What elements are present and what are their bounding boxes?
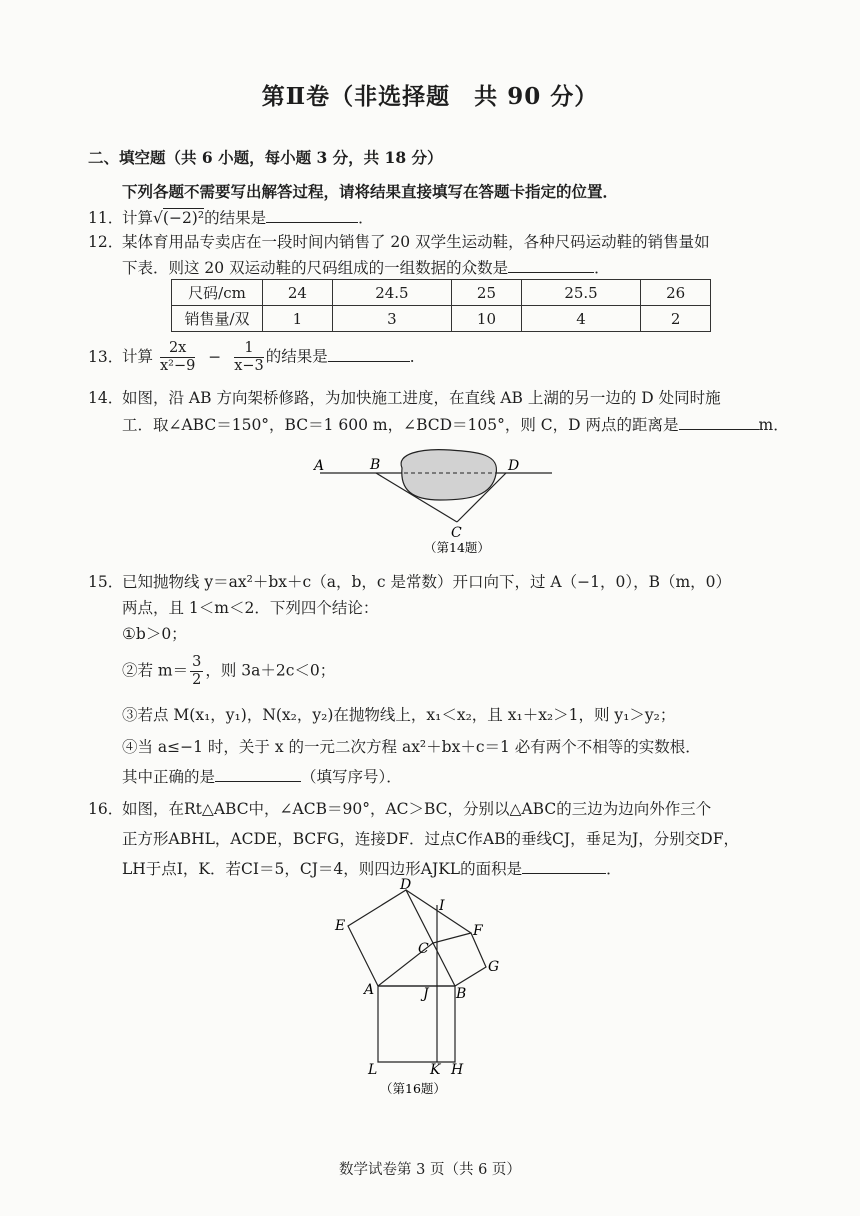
square-abhl bbox=[378, 986, 455, 1062]
denominator: 2 bbox=[192, 672, 202, 688]
question-15 bbox=[88, 570, 731, 594]
question-14-line2 bbox=[122, 413, 789, 437]
conclusion-1: ①b＞0； bbox=[122, 625, 187, 643]
question-number: 14． bbox=[88, 389, 124, 407]
numerator: 1 bbox=[234, 340, 264, 358]
label-h: H bbox=[451, 1062, 464, 1078]
table-row bbox=[172, 306, 711, 332]
table-cell: 25 bbox=[452, 280, 522, 306]
sqrt-sign: √ bbox=[153, 209, 163, 227]
label-b: B bbox=[456, 986, 467, 1002]
question-11 bbox=[88, 206, 374, 230]
instruction-text: 下列各题不需要写出解答过程，请将结果直接填写在答题卡指定的位置． bbox=[122, 182, 619, 201]
question-16 bbox=[88, 797, 711, 821]
label-e: E bbox=[335, 918, 346, 934]
label-l: L bbox=[368, 1062, 378, 1078]
q12-line1: 某体育用品专卖店在一段时间内销售了 20 双学生运动鞋，各种尺码运动鞋的销售量如 bbox=[122, 233, 710, 251]
answer-blank bbox=[266, 206, 358, 223]
q13-end: ． bbox=[409, 347, 426, 366]
q15-answer-prefix: 其中正确的是 bbox=[122, 768, 216, 786]
denominator: x−3 bbox=[234, 358, 264, 374]
q14-line2: 工．取∠ABC＝150°，BC＝1 600 m，∠BCD＝105°，则 C，D 两点的距离是 bbox=[122, 416, 679, 434]
label-b: B bbox=[370, 457, 381, 473]
q15-line1: 已知抛物线 y＝ax²＋bx＋c（a，b，c 是常数）开口向下，过 A（−1，0），B（m，0） bbox=[122, 573, 732, 591]
q15-line2: 两点，且 1＜m＜2．下列四个结论： bbox=[122, 599, 379, 617]
label-i: I bbox=[439, 898, 445, 914]
question-number: 11． bbox=[88, 209, 124, 227]
fraction bbox=[234, 340, 264, 375]
table-cell: 10 bbox=[452, 306, 522, 332]
page-title: 第Ⅱ卷（非选择题 共 90 分） bbox=[261, 83, 599, 110]
q11-prefix: 计算 bbox=[122, 209, 154, 227]
table-cell: 3 bbox=[332, 306, 451, 332]
table-cell: 24.5 bbox=[332, 280, 451, 306]
q16-line3: LH于点I，K．若CI＝5，CJ＝4，则四边形AJKL的面积是 bbox=[122, 860, 523, 878]
numerator: 3 bbox=[192, 654, 202, 670]
conclusion-4: ④当 a≤−1 时，关于 x 的一元二次方程 ax²＋bx＋c＝1 必有两个不相等的实数根． bbox=[122, 738, 701, 756]
table-header-cell: 尺码/cm bbox=[172, 280, 263, 306]
minus-sign: − bbox=[208, 347, 222, 366]
label-f: F bbox=[473, 923, 483, 939]
fraction bbox=[160, 340, 195, 375]
question-number: 12． bbox=[88, 233, 124, 251]
answer-blank bbox=[508, 256, 594, 273]
answer-blank bbox=[328, 345, 410, 362]
page-footer: 数学试卷第 3 页（共 6 页） bbox=[339, 1162, 521, 1178]
denominator: x²−9 bbox=[159, 358, 196, 374]
answer-blank bbox=[522, 857, 606, 874]
question-number: 13． bbox=[88, 347, 124, 366]
label-a: A bbox=[364, 982, 375, 998]
table-cell: 1 bbox=[263, 306, 333, 332]
q13-suffix: 的结果是 bbox=[265, 347, 328, 366]
q16-line2: 正方形ABHL，ACDE，BCFG，连接DF．过点C作AB的垂线CJ，垂足为J，分别交DF， bbox=[122, 830, 739, 848]
table-cell: 24 bbox=[263, 280, 333, 306]
table-cell: 26 bbox=[641, 280, 711, 306]
table-cell: 4 bbox=[521, 306, 640, 332]
label-j: J bbox=[423, 986, 429, 1002]
table-cell: 2 bbox=[641, 306, 711, 332]
question-12-line2 bbox=[122, 256, 610, 280]
q12-end: ． bbox=[594, 259, 610, 277]
table-header-cell: 销售量/双 bbox=[172, 306, 263, 332]
question-number: 15． bbox=[88, 573, 124, 591]
section-heading: 二、填空题（共 6 小题，每小题 3 分，共 18 分） bbox=[88, 148, 443, 167]
label-d: D bbox=[400, 878, 412, 893]
figure-16 bbox=[320, 878, 520, 1098]
q12-line2: 下表．则这 20 双运动鞋的尺码组成的一组数据的众数是 bbox=[122, 259, 509, 277]
label-c: C bbox=[418, 941, 429, 957]
question-14 bbox=[88, 386, 721, 410]
q13-prefix: 计算 bbox=[122, 347, 154, 366]
q16-line1: 如图，在Rt△ABC中，∠ACB＝90°，AC＞BC，分别以△ABC的三边为边向外作三个 bbox=[122, 800, 712, 818]
table-cell: 25.5 bbox=[521, 280, 640, 306]
sqrt-radicand: (−2)² bbox=[162, 209, 205, 227]
figure-14 bbox=[300, 440, 570, 560]
label-a: A bbox=[314, 458, 325, 474]
q15-answer-line bbox=[122, 765, 402, 789]
label-c: C bbox=[451, 525, 462, 541]
label-d: D bbox=[508, 458, 520, 474]
conclusion-3: ③若点 M(x₁，y₁)，N(x₂，y₂)在抛物线上，x₁＜x₂，且 x₁＋x₂＞1，则 y₁＞y₂； bbox=[122, 706, 676, 724]
q14-end: m． bbox=[758, 416, 789, 434]
c2-prefix: ②若 m＝ bbox=[122, 661, 189, 680]
q14-line1: 如图，沿 AB 方向架桥修路，为加快施工进度，在直线 AB 上湖的另一边的 D 处同时施 bbox=[122, 389, 721, 407]
square-acde bbox=[348, 890, 433, 986]
c2-suffix: ，则 3a＋2c＜0； bbox=[205, 661, 336, 680]
numerator: 2x bbox=[160, 340, 195, 358]
figure-caption: （第14题） bbox=[424, 540, 490, 555]
answer-blank bbox=[679, 413, 759, 430]
question-13 bbox=[88, 340, 425, 375]
fraction bbox=[190, 654, 203, 689]
square-bcfg bbox=[433, 933, 486, 986]
shoe-size-table bbox=[171, 279, 711, 332]
label-g: G bbox=[488, 959, 500, 975]
conclusion-2 bbox=[122, 654, 335, 689]
q11-suffix: 的结果是 bbox=[204, 209, 267, 227]
figure-caption: （第16题） bbox=[380, 1081, 446, 1096]
question-12 bbox=[88, 230, 710, 254]
table-row bbox=[172, 280, 711, 306]
q15-answer-suffix: （填写序号）． bbox=[301, 768, 402, 786]
q11-end: ． bbox=[358, 209, 374, 227]
question-number: 16． bbox=[88, 800, 124, 818]
lake-shape bbox=[401, 450, 496, 500]
answer-blank bbox=[215, 765, 301, 782]
q16-end: ． bbox=[606, 860, 622, 878]
label-k: K bbox=[430, 1062, 441, 1078]
